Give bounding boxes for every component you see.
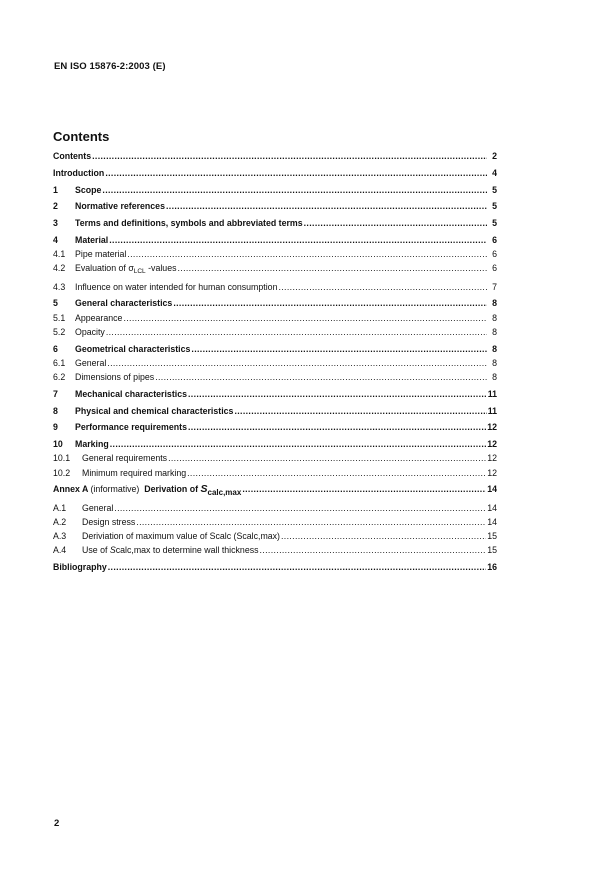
toc-entry-marking[interactable] <box>53 437 497 451</box>
document-header: EN ISO 15876-2:2003 (E) <box>54 61 166 72</box>
toc-entry-text: Contents <box>53 151 92 161</box>
toc-entry-text: General requirements <box>82 453 168 464</box>
toc-page-number: 16 <box>487 562 497 572</box>
toc-leader-dots <box>187 466 486 480</box>
toc-entry-appearance[interactable] <box>53 311 497 325</box>
toc-section-number: 5 <box>53 298 58 309</box>
toc-entry-annex-a[interactable] <box>53 482 497 500</box>
toc-section-number: A.4 <box>53 545 67 556</box>
toc-section-number: 6.1 <box>53 357 66 368</box>
toc-leader-dots <box>260 543 487 557</box>
toc-section-number: 6 <box>53 343 58 354</box>
toc-entry-material[interactable] <box>53 233 497 247</box>
toc-leader-dots <box>105 166 487 180</box>
toc-page-number: 4 <box>492 167 497 178</box>
toc-entry-text: Performance requirements <box>75 422 187 433</box>
toc-leader-dots <box>188 387 487 401</box>
toc-section-number: A.3 <box>53 531 67 541</box>
toc-entry-text: Scope <box>75 184 102 195</box>
toc-section-number: 1 <box>53 184 58 195</box>
toc-entry-text <box>53 482 241 500</box>
toc-entry-text: Influence on water intended for human consumption <box>75 281 278 292</box>
toc-section-number: 7 <box>53 388 58 399</box>
toc-leader-dots <box>234 404 486 418</box>
toc-entry-annex-general[interactable] <box>53 501 497 515</box>
toc-section-number: 10.2 <box>53 467 71 478</box>
toc-page-number: 15 <box>487 545 497 556</box>
toc-section-number: 10 <box>53 439 63 450</box>
toc-entry-text: Deriviation of maximum value of Scalc (Scalc,max) <box>82 531 280 541</box>
toc-leader-dots <box>102 183 487 197</box>
toc-section-number: 4.1 <box>53 249 66 260</box>
toc-leader-dots <box>127 247 487 261</box>
toc-entry-text: Minimum required marking <box>82 467 187 478</box>
toc-leader-dots <box>166 199 487 213</box>
toc-leader-dots <box>110 437 486 451</box>
toc-page-number: 6 <box>492 234 497 245</box>
symbol-subscript: calc,max <box>207 488 242 498</box>
toc-leader-dots <box>108 560 486 574</box>
toc-entry-minimum-required-marking[interactable] <box>53 466 497 480</box>
toc-section-number: 4 <box>53 234 58 245</box>
toc-page-number: 14 <box>487 516 497 527</box>
toc-leader-dots <box>114 501 486 515</box>
toc-page-number: 8 <box>492 298 497 309</box>
toc-leader-dots <box>242 482 486 496</box>
toc-entry-text: Normative references <box>75 201 165 212</box>
toc-entry-design-stress[interactable] <box>53 515 497 529</box>
toc-leader-dots <box>168 451 486 465</box>
toc-entry-text: General characteristics <box>75 298 173 309</box>
toc-entry-text: Introduction <box>53 167 105 178</box>
toc-section-number: 5.2 <box>53 326 66 337</box>
toc-section-number: 9 <box>53 422 58 433</box>
toc-section-number: 6.2 <box>53 372 66 382</box>
toc-section-number: A.1 <box>53 502 67 513</box>
toc-entry-introduction[interactable] <box>53 166 497 180</box>
contents-title: Contents <box>53 129 110 144</box>
s-symbol: S <box>200 483 208 496</box>
toc-leader-dots <box>123 311 487 325</box>
page-number-footer: 2 <box>54 818 60 829</box>
symbol-subscript: LCL <box>133 268 146 276</box>
toc-page-number: 12 <box>487 439 497 450</box>
toc-entry-performance-requirements[interactable] <box>53 420 497 434</box>
toc-page-number: 6 <box>492 249 497 260</box>
toc-page-number: 11 <box>487 405 497 416</box>
toc-text-prefix: Evaluation of <box>75 263 129 274</box>
toc-entry-text: Bibliography <box>53 562 107 572</box>
toc-page-number: 8 <box>492 372 497 382</box>
toc-entry-pipe-material[interactable] <box>53 247 497 261</box>
toc-entry-terms-definitions[interactable] <box>53 216 497 230</box>
toc-section-number: 4.3 <box>53 281 66 292</box>
toc-entry-dimensions-of-pipes[interactable] <box>53 370 497 384</box>
sigma-symbol: σ <box>128 263 134 274</box>
toc-leader-dots <box>136 515 486 529</box>
toc-leader-dots <box>107 356 487 370</box>
toc-page-number: 14 <box>487 484 497 495</box>
toc-leader-dots <box>173 296 487 310</box>
toc-entry-use-of-scalc-max[interactable] <box>53 543 497 557</box>
toc-section-number: 4.2 <box>53 263 66 274</box>
toc-page-number: 14 <box>487 502 497 513</box>
toc-leader-dots <box>281 529 486 543</box>
toc-entry-text: Dimensions of pipes <box>75 372 155 382</box>
toc-page-number: 7 <box>492 281 497 292</box>
toc-page-number: 5 <box>492 218 497 229</box>
toc-entry-text: Pipe material <box>75 249 127 260</box>
toc-page-number: 5 <box>492 184 497 195</box>
toc-section-number: 10.1 <box>53 453 71 464</box>
toc-entry-evaluation-sigma-lcl[interactable] <box>53 261 497 279</box>
toc-leader-dots <box>304 216 487 230</box>
toc-text-prefix: Use of <box>82 545 110 556</box>
toc-text-prefix: Derivation of <box>144 484 201 495</box>
toc-entry-text: Material <box>75 234 109 245</box>
toc-entry-geometrical-characteristics[interactable] <box>53 342 497 356</box>
toc-entry-opacity[interactable] <box>53 325 497 339</box>
toc-leader-dots <box>109 233 487 247</box>
toc-page-number: 8 <box>492 343 497 354</box>
toc-entry-influence-on-water[interactable] <box>53 280 497 294</box>
toc-text-suffix: calc,max to determine wall thickness <box>115 545 259 556</box>
toc-page-number: 12 <box>487 453 497 464</box>
toc-leader-dots <box>106 325 487 339</box>
toc-entry-text <box>75 261 177 279</box>
toc-entry-text: General <box>75 357 107 368</box>
toc-page-number: 12 <box>487 422 497 433</box>
toc-page-number: 8 <box>492 326 497 337</box>
toc-entry-text: Mechanical characteristics <box>75 388 187 399</box>
toc-entry-mechanical-characteristics[interactable] <box>53 387 497 401</box>
annex-label: Annex A <box>53 484 89 495</box>
toc-page-number: 15 <box>487 531 497 541</box>
toc-leader-dots <box>178 261 488 275</box>
toc-entry-normative-references[interactable] <box>53 199 497 213</box>
toc-section-number: 3 <box>53 218 58 229</box>
toc-section-number: 2 <box>53 201 58 212</box>
toc-section-number: A.2 <box>53 516 67 527</box>
toc-page-number: 8 <box>492 357 497 368</box>
toc-entry-physical-chemical[interactable] <box>53 404 497 418</box>
toc-entry-text: Geometrical characteristics <box>75 343 191 354</box>
toc-entry-scope[interactable] <box>53 183 497 197</box>
toc-page-number: 5 <box>492 201 497 212</box>
toc-entry-text: General <box>82 502 114 513</box>
toc-entry-bibliography[interactable] <box>53 560 497 574</box>
toc-entry-text: Marking <box>75 439 109 450</box>
toc-entry-general-requirements[interactable] <box>53 451 497 465</box>
toc-entry-text: Physical and chemical characteristics <box>75 405 234 416</box>
toc-entry-text: Opacity <box>75 326 105 337</box>
toc-leader-dots <box>155 370 487 384</box>
toc-section-number: 8 <box>53 405 58 416</box>
table-of-contents <box>53 149 497 574</box>
toc-leader-dots <box>278 280 487 294</box>
toc-entry-general-characteristics[interactable] <box>53 296 497 310</box>
toc-page-number: 6 <box>492 263 497 274</box>
toc-leader-dots <box>92 149 487 163</box>
toc-text-suffix: -values <box>145 263 177 274</box>
toc-page-number: 12 <box>487 467 497 478</box>
toc-entry-text: Appearance <box>75 312 123 323</box>
toc-entry-text: Terms and definitions, symbols and abbreviated terms <box>75 218 303 229</box>
toc-entry-general[interactable] <box>53 356 497 370</box>
s-symbol: S <box>109 545 116 556</box>
toc-entry-deriviation-max-scalc[interactable] <box>53 529 497 543</box>
annex-note: (informative) <box>90 484 140 495</box>
toc-leader-dots <box>188 420 486 434</box>
toc-entry-contents[interactable] <box>53 149 497 163</box>
toc-entry-text: Design stress <box>82 516 136 527</box>
toc-page-number: 2 <box>492 151 497 161</box>
toc-entry-text <box>82 543 259 557</box>
toc-section-number: 5.1 <box>53 312 66 323</box>
toc-page-number: 11 <box>487 388 497 399</box>
toc-leader-dots <box>191 342 487 356</box>
toc-page-number: 8 <box>492 312 497 323</box>
